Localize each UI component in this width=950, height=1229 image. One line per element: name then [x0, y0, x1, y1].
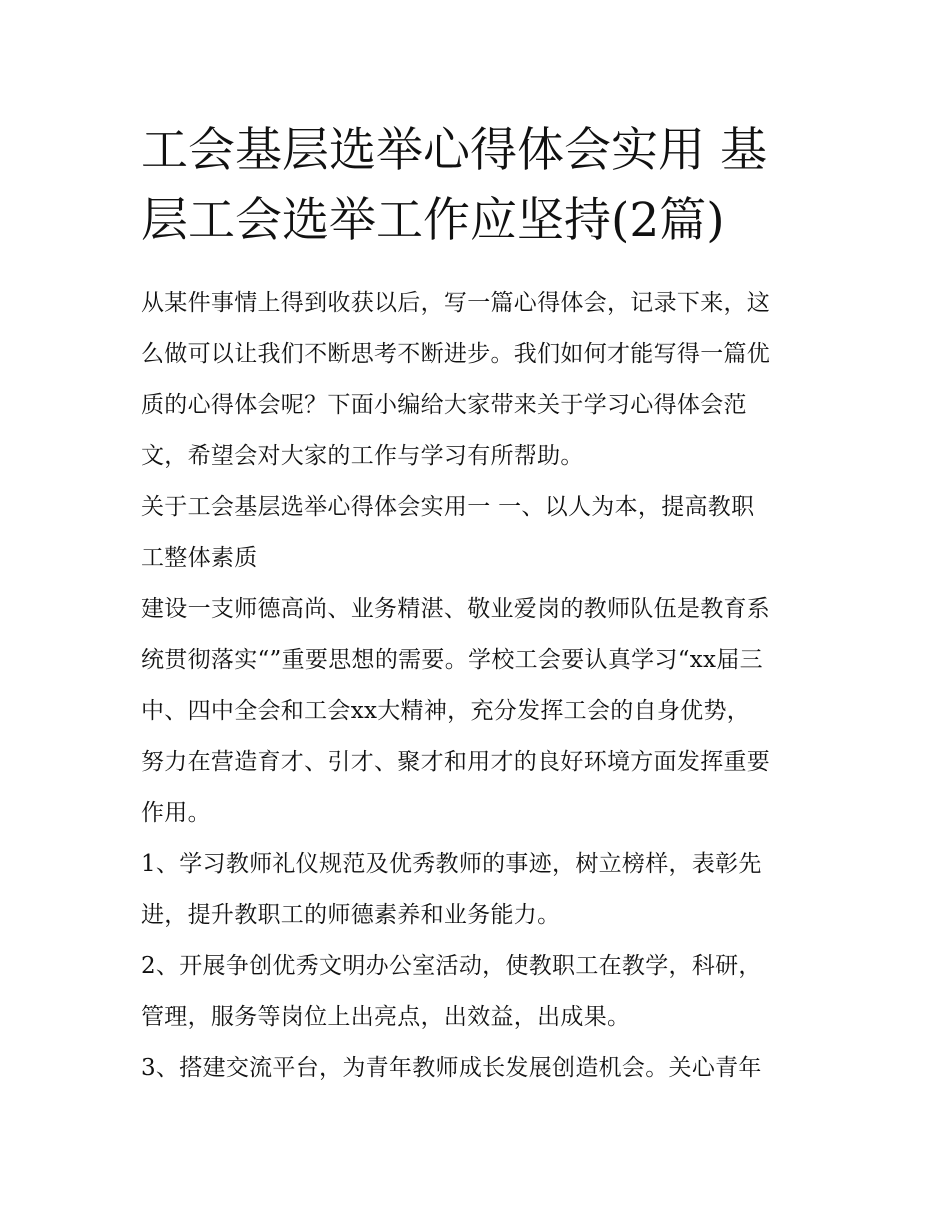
section-heading-paragraph: 关于工会基层选举心得体会实用一 一、以人为本，提高教职 工整体素质	[141, 494, 755, 571]
intro-paragraph: 从某件事情上得到收获以后，写一篇心得体会，记录下来，这 么做可以让我们不断思考不断进步。我们如何才能写得一篇优 质的心得体会呢？下面小编给大家带来关于学习心得体会范 文，希望会对大家的工作与学习有所帮助。	[141, 290, 771, 469]
document-body	[141, 278, 821, 1094]
document-title: 工会基层选举心得体会实用 基 层工会选举工作应坚持(2篇)	[141, 123, 767, 248]
list-item-2: 2、开展争创优秀文明办公室活动，使教职工在教学，科研， 管理，服务等岗位上出亮点，出效益，出成果。	[141, 953, 762, 1030]
body-paragraph: 建设一支师德高尚、业务精湛、敬业爱岗的教师队伍是教育系 统贯彻落实“”重要思想的需要。学校工会要认真学习“xx届三 中、四中全会和工会xx大精神，充分发挥工会的自身优势， 努力在营造育才、引才、聚才和用才的良好环境方面发挥重要 作用。	[141, 596, 771, 826]
list-item-1: 1、学习教师礼仪规范及优秀教师的事迹，树立榜样，表彰先 进，提升教职工的师德素养和业务能力。	[141, 851, 762, 928]
list-item-3: 3、搭建交流平台，为青年教师成长发展创造机会。关心青年	[141, 1055, 762, 1081]
